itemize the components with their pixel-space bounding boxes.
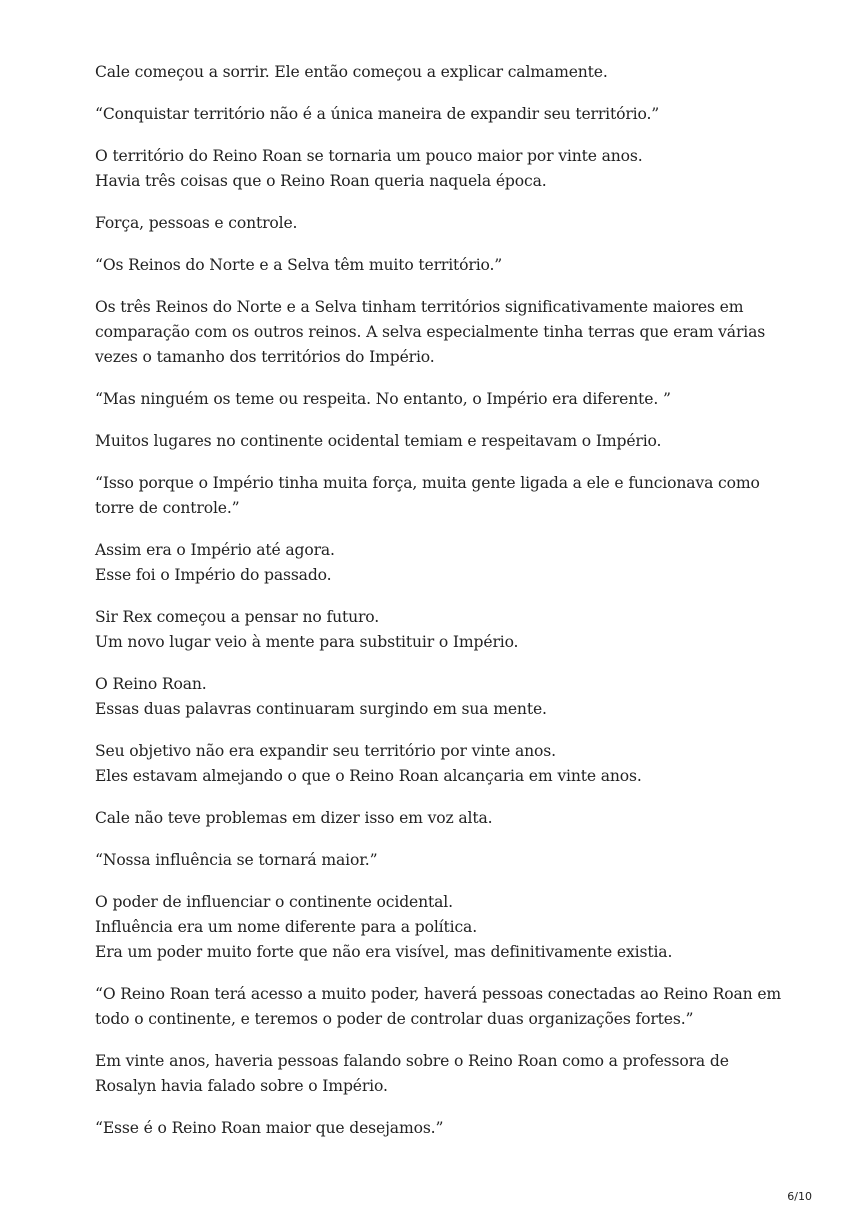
paragraph bbox=[95, 605, 785, 655]
paragraph bbox=[95, 1049, 785, 1099]
paragraph-line: Muitos lugares no continente ocidental temiam e respeitavam o Império. bbox=[95, 432, 662, 450]
paragraph bbox=[95, 253, 785, 278]
paragraph-line: O território do Reino Roan se tornaria um pouco maior por vinte anos. bbox=[95, 147, 643, 165]
paragraph-line: Cale não teve problemas em dizer isso em voz alta. bbox=[95, 809, 493, 827]
paragraph-line: Esse foi o Império do passado. bbox=[95, 566, 332, 584]
paragraph-line: Era um poder muito forte que não era visível, mas definitivamente existia. bbox=[95, 943, 673, 961]
paragraph-line: Sir Rex começou a pensar no futuro. bbox=[95, 608, 380, 626]
paragraph bbox=[95, 806, 785, 831]
paragraph-line: O Reino Roan. bbox=[95, 675, 207, 693]
paragraph bbox=[95, 538, 785, 588]
paragraph-line: Essas duas palavras continuaram surgindo em sua mente. bbox=[95, 700, 547, 718]
paragraph-line: “Conquistar território não é a única maneira de expandir seu território.” bbox=[95, 105, 660, 123]
paragraph-line: O poder de influenciar o continente ocidental. bbox=[95, 893, 453, 911]
document-body bbox=[95, 60, 785, 1158]
paragraph-line: Eles estavam almejando o que o Reino Roan alcançaria em vinte anos. bbox=[95, 767, 642, 785]
paragraph-line: “Nossa influência se tornará maior.” bbox=[95, 851, 378, 869]
paragraph bbox=[95, 739, 785, 789]
paragraph-line: Força, pessoas e controle. bbox=[95, 214, 298, 232]
paragraph-line: Os três Reinos do Norte e a Selva tinham territórios significativamente maiores em comparação com os outros reinos. A selva especialmente tinha terras que eram várias vezes o tamanho dos territórios do Império. bbox=[95, 298, 766, 366]
paragraph bbox=[95, 144, 785, 194]
paragraph-line: “O Reino Roan terá acesso a muito poder, haverá pessoas conectadas ao Reino Roan em todo o continente, e teremos o poder de controlar duas organizações fortes.” bbox=[95, 985, 782, 1028]
paragraph-line: Assim era o Império até agora. bbox=[95, 541, 335, 559]
paragraph bbox=[95, 211, 785, 236]
paragraph bbox=[95, 387, 785, 412]
paragraph bbox=[95, 890, 785, 965]
paragraph bbox=[95, 60, 785, 85]
paragraph-line: Um novo lugar veio à mente para substituir o Império. bbox=[95, 633, 519, 651]
paragraph bbox=[95, 295, 785, 370]
paragraph-line: Cale começou a sorrir. Ele então começou a explicar calmamente. bbox=[95, 63, 608, 81]
paragraph-line: Havia três coisas que o Reino Roan queria naquela época. bbox=[95, 172, 547, 190]
paragraph bbox=[95, 982, 785, 1032]
paragraph-line: Influência era um nome diferente para a política. bbox=[95, 918, 477, 936]
paragraph bbox=[95, 848, 785, 873]
paragraph bbox=[95, 471, 785, 521]
paragraph bbox=[95, 429, 785, 454]
paragraph-line: Em vinte anos, haveria pessoas falando sobre o Reino Roan como a professora de Rosalyn havia falado sobre o Império. bbox=[95, 1052, 729, 1095]
paragraph bbox=[95, 1116, 785, 1141]
paragraph bbox=[95, 672, 785, 722]
paragraph-line: “Os Reinos do Norte e a Selva têm muito território.” bbox=[95, 256, 503, 274]
paragraph-line: Seu objetivo não era expandir seu território por vinte anos. bbox=[95, 742, 556, 760]
paragraph-line: “Mas ninguém os teme ou respeita. No entanto, o Império era diferente. ” bbox=[95, 390, 671, 408]
paragraph bbox=[95, 102, 785, 127]
paragraph-line: “Isso porque o Império tinha muita força, muita gente ligada a ele e funcionava como torre de controle.” bbox=[95, 474, 760, 517]
paragraph-line: “Esse é o Reino Roan maior que desejamos.” bbox=[95, 1119, 444, 1137]
page-number: 6/10 bbox=[787, 1190, 812, 1203]
